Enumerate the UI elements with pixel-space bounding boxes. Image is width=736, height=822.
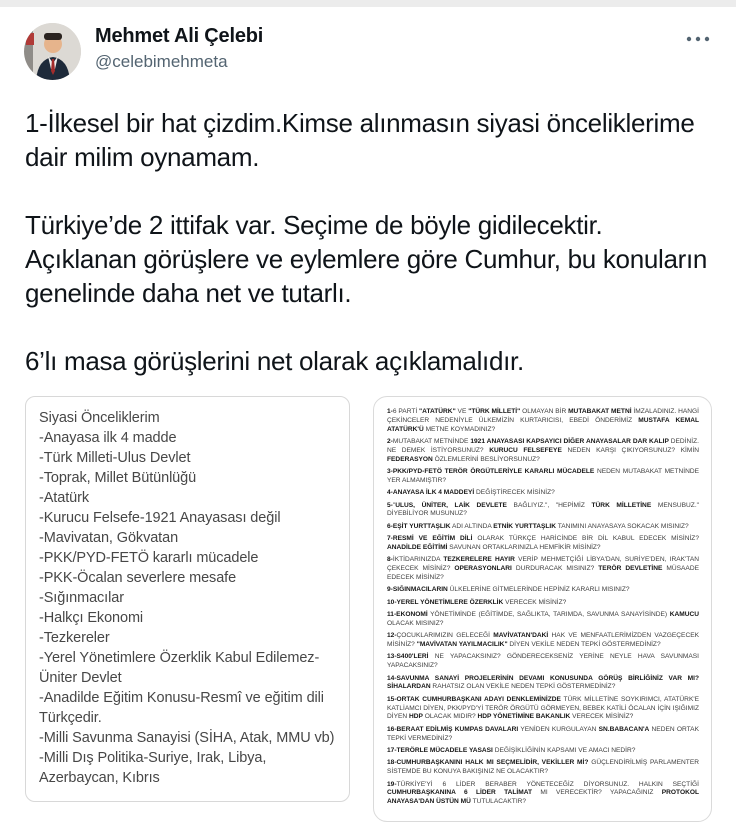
question-item: 9-SIĞINMACILARIN ÜLKELERİNE GİTMELERİNDE HEPİNİZ KARARLI MISINIZ? bbox=[387, 586, 630, 594]
tweet-header bbox=[0, 7, 736, 80]
question-item: 14-SAVUNMA SANAYİ PROJELERİNİN DEVAMI KONUSUNDA GÖRÜŞ BİRLİĞİNİZ VAR MI? SİHALARDAN RAHATSIZ OLAN VEKİLE NEDEN TEPKİ GÖSTERMEDİNİZ? bbox=[387, 674, 699, 691]
question-item: 1-6 PARTİ "ATATÜRK" VE "TÜRK MİLLETİ" OLMAYAN BİR MUTABAKAT METNİ İMZALADINIZ. HANGİ ÇEKİNCELER NEDENİYLE ÜLKEMİZİN KURTARICISI, EBEDİ ÖNDERİMİZ MUSTAFA KEMAL ATATÜRK'Ü METNE KOYMADINIZ? bbox=[387, 408, 699, 433]
priority-item: -Yerel Yönetimlere Özerklik Kabul Edilemez-Üniter Devlet bbox=[39, 650, 320, 686]
tweet-paragraph: Türkiye’de 2 ittifak var. Seçime de böyle gidilecektir. Açıklanan görüşlere ve eylemlere göre Cumhur, bu konuların genelinde daha net ve tutarlı. bbox=[25, 210, 708, 308]
question-item: 12-ÇOCUKLARIMIZIN GELECEĞİ MAVİVATAN'DAKİ HAK VE MENFAATLERİMİZDEN VAZGEÇECEK MİSİNİZ? "MAVİVATAN YAYILMACILIK" DİYEN VEKİLE NEDEN TEPKİ GÖSTERMEDİNİZ? bbox=[387, 632, 699, 649]
priority-item: -Mavivatan, Gökvatan bbox=[39, 530, 179, 546]
questions-card bbox=[373, 396, 712, 822]
priority-item: -PKK/PYD-FETÖ kararlı mücadele bbox=[39, 550, 259, 566]
question-item: 11-EKONOMİ YÖNETİMİNDE (EĞİTİMDE, SAĞLIKTA, TARIMDA, SAVUNMA SANAYİSİNDE) KAMUCU OLACAK MISINIZ? bbox=[387, 611, 699, 627]
question-item: 3-PKK/PYD-FETÖ TERÖR ÖRGÜTLERİYLE KARARLI MÜCADELE NEDEN MUTABAKAT METNİNDE YER ALMAMIŞTIR? bbox=[387, 467, 699, 484]
priorities-list bbox=[39, 428, 337, 788]
screenshot-top-edge bbox=[0, 0, 736, 7]
question-item: 6-EŞİT YURTTAŞLIK ADI ALTINDA ETNİK YURTTAŞLIK TANIMINI ANAYASAYA SOKACAK MISINIZ? bbox=[387, 522, 689, 530]
priority-item: -Milli Dış Politika-Suriye, Irak, Libya, Azerbaycan, Kıbrıs bbox=[39, 750, 267, 786]
tweet-text bbox=[0, 80, 736, 378]
question-item: 19-TÜRKİYE'Yİ 6 LİDER BERABER YÖNETECEĞİZ DİYORSUNUZ. HALKIN SEÇTİĞİ CUMHURBAŞKANINA 6 LİDER TALİMAT MI VERECEKTİR? YAPACAĞINIZ PROTOKOL ANAYASA'DAN ÜSTÜN MÜ TUTULACAKTIR? bbox=[387, 780, 699, 806]
question-item: 2-MUTABAKAT METNİNDE 1921 ANAYASASI KAPSAYICI DİĞER ANAYASALAR DAR KALIP DEDİNİZ. NE DEMEK İSTİYORSUNUZ? KURUCU FELSEFEYE NEDEN KARŞI ÇIKIYORSUNUZ? KİMİN FEDERASYON ÖZLEMLERİNİ BESLİYORSUNUZ? bbox=[387, 437, 699, 463]
priority-item: -Tezkereler bbox=[39, 630, 110, 646]
avatar[interactable] bbox=[24, 23, 81, 80]
display-name[interactable]: Mehmet Ali Çelebi bbox=[95, 25, 264, 47]
priority-item: -PKK-Öcalan severlere mesafe bbox=[39, 570, 237, 586]
priorities-card bbox=[25, 396, 350, 802]
priority-item: -Kurucu Felsefe-1921 Anayasası değil bbox=[39, 510, 281, 526]
question-item: 15-ORTAK CUMHURBAŞKANI ADAYI DENKLEMİNİZDE TÜRK MİLLETİNE SOYKIRIMCI, ATATÜRK'E KATLİAMCI DİYEN, PKK/PYD'Yİ TERÖR ÖRGÜTÜ GÖRMEYEN, BEBEK KATİLİ ÖCALAN İÇİN IŞIĞIMIZ DİYEN HDP OLACAK MIDIR? HDP YÖNETİMİNE BAKANLIK VERECEK MİSİNİZ? bbox=[387, 695, 700, 721]
priority-item: -Sığınmacılar bbox=[39, 590, 124, 606]
priority-item: -Toprak, Millet Bütünlüğü bbox=[39, 470, 197, 486]
tweet-page bbox=[0, 7, 736, 822]
priority-item: -Anadilde Eğitim Konusu-Resmî ve eğitim dili Türkçedir. bbox=[39, 690, 324, 726]
question-item: 18-CUMHURBAŞKANINI HALK MI SEÇMELİDİR, VEKİLLER Mİ? GÜÇLENDİRİLMİŞ PARLAMENTER SİSTEMDE BU KONUYA BAKIŞINIZ NE OLACAKTIR? bbox=[387, 759, 699, 776]
question-item: 5-"ULUS, ÜNİTER, LAİK DEVLETE BAĞLIYIZ.", "HEPİMİZ TÜRK MİLLETİNE MENSUBUZ." DİYEBİLİYOR MUSUNUZ? bbox=[387, 501, 700, 518]
priority-item: -Halkçı Ekonomi bbox=[39, 610, 144, 626]
tweet-paragraph: 6’lı masa görüşlerini net olarak açıklamalıdır. bbox=[25, 346, 524, 376]
question-item: 16-BERAAT EDİLMİŞ KUMPAS DAVALARI YENİDEN KURGULAYAN SN.BABACAN'A NEDEN ORTAK TEPKİ VERMEDİNİZ? bbox=[387, 725, 699, 742]
question-item: 8-İKTİDARINIZDA TEZKERELERE HAYIR VERİP MEHMETÇİĞİ LİBYA'DAN, SURİYE'DEN, IRAK'TAN ÇEKECEK MİSİNİZ? OPERASYONLARI DURDURACAK MISINIZ? TERÖR DEVLETİNE MÜSAADE EDECEK MİSİNİZ? bbox=[387, 556, 699, 581]
question-item: 4-ANAYASA İLK 4 MADDEYİ DEĞİŞTİRECEK MİSİNİZ? bbox=[387, 489, 555, 497]
priorities-title: Siyasi Önceliklerim bbox=[39, 410, 160, 426]
tweet-paragraph: 1-İlkesel bir hat çizdim.Kimse alınmasın siyasi önceliklerime dair milim oynamam. bbox=[25, 108, 695, 172]
question-item: 10-YEREL YÖNETİMLERE ÖZERKLİK VERECEK MİSİNİZ? bbox=[387, 598, 567, 606]
question-item: 13-S400'LERİ NE YAPACAKSINIZ? GÖNDERECEKSENİZ YERİNE NEYLE HAVA SAVUNMASI YAPACAKSINIZ? bbox=[387, 653, 699, 670]
priority-item: -Türk Milleti-Ulus Devlet bbox=[39, 450, 191, 466]
avatar-photo bbox=[24, 23, 81, 80]
more-options-icon[interactable] bbox=[686, 23, 710, 47]
question-item: 7-RESMİ VE EĞİTİM DİLİ OLARAK TÜRKÇE HARİCİNDE BİR DİL KABUL EDECEK MİSİNİZ? ANADİLDE EĞİTİMİ SAVUNAN ORTAKLARINIZLA HEMFİKİR MİSİNİZ? bbox=[387, 535, 700, 551]
question-item: 17-TERÖRLE MÜCADELE YASASI DEĞİŞİKLİĞİNİN KAPSAMI VE AMACI NEDİR? bbox=[387, 747, 636, 754]
user-identity bbox=[95, 23, 263, 72]
priority-item: -Atatürk bbox=[39, 490, 89, 506]
user-handle[interactable]: @celebimehmeta bbox=[95, 52, 228, 71]
tweet-image[interactable] bbox=[25, 396, 712, 822]
priority-item: -Milli Savunma Sanayisi (SİHA, Atak, MMU vb) bbox=[39, 730, 335, 746]
priority-item: -Anayasa ilk 4 madde bbox=[39, 430, 177, 446]
